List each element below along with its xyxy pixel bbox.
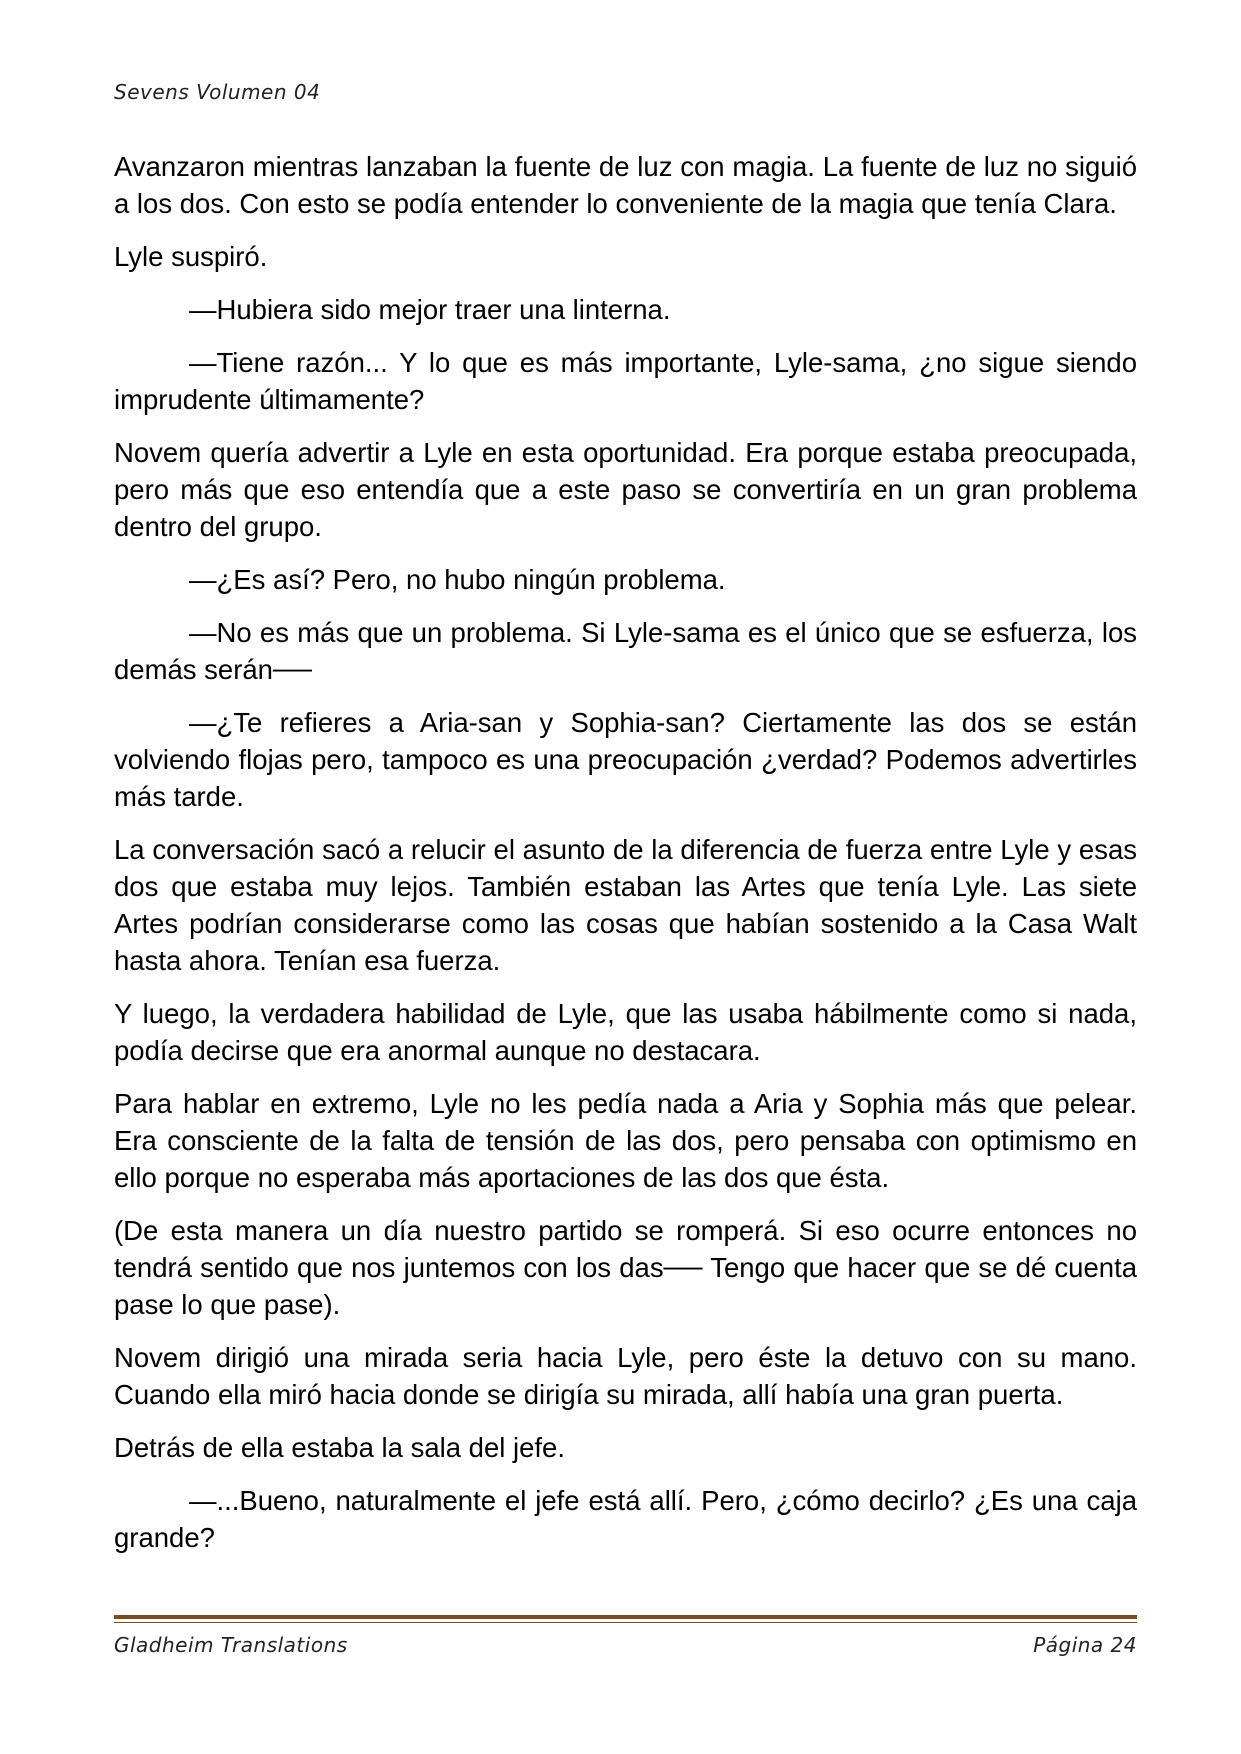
dialog-line-4: —No es más que un problema. Si Lyle-sama es el único que se esfuerza, los demás serán── — [114, 617, 1137, 685]
paragraph-9: Detrás de ella estaba la sala del jefe. — [114, 1432, 565, 1463]
dialog-line-3: —¿Es así? Pero, no hubo ningún problema. — [189, 564, 726, 595]
dialog-line-1: —Hubiera sido mejor traer una linterna. — [189, 294, 671, 325]
footer-divider-thick — [114, 1615, 1137, 1619]
paragraph-1: Avanzaron mientras lanzaban la fuente de luz con magia. La fuente de luz no siguió a los dos. Con esto se podía entender lo conveniente de la magia que tenía Clara. — [114, 151, 1137, 219]
paragraph-6: Para hablar en extremo, Lyle no les pedía nada a Aria y Sophia más que pelear. Era consciente de la falta de tensión de las dos, pero pensaba con optimismo en ello porque no esperaba más aportaciones de las dos que ésta. — [114, 1088, 1137, 1193]
page-header-title: Sevens Volumen 04 — [114, 80, 321, 104]
paragraph-5: Y luego, la verdadera habilidad de Lyle, que las usaba hábilmente como si nada, podía decirse que era anormal aunque no destacara. — [114, 998, 1137, 1066]
paragraph-8: Novem dirigió una mirada seria hacia Lyle, pero éste la detuvo con su mano. Cuando ella miró hacia donde se dirigía su mirada, allí había una gran puerta. — [114, 1342, 1137, 1410]
footer-translator-credit: Gladheim Translations — [114, 1633, 348, 1657]
paragraph-2: Lyle suspiró. — [114, 241, 268, 272]
footer-divider-thin — [114, 1622, 1137, 1623]
page-body — [114, 148, 1137, 1572]
paragraph-7: (De esta manera un día nuestro partido se romperá. Si eso ocurre entonces no tendrá sentido que nos juntemos con los das── Tengo que hacer que se dé cuenta pase lo que pase). — [114, 1215, 1137, 1320]
footer-page-number: Página 24 — [1033, 1633, 1137, 1657]
paragraph-3: Novem quería advertir a Lyle en esta oportunidad. Era porque estaba preocupada, pero más que eso entendía que a este paso se convertiría en un gran problema dentro del grupo. — [114, 437, 1137, 542]
dialog-line-5: —¿Te refieres a Aria-san y Sophia-san? Ciertamente las dos se están volviendo flojas pero, tampoco es una preocupación ¿verdad? Podemos advertirles más tarde. — [114, 707, 1137, 812]
dialog-line-2: —Tiene razón... Y lo que es más importante, Lyle-sama, ¿no sigue siendo imprudente últimamente? — [114, 347, 1137, 415]
paragraph-4: La conversación sacó a relucir el asunto de la diferencia de fuerza entre Lyle y esas dos que estaba muy lejos. También estaban las Artes que tenía Lyle. Las siete Artes podrían considerarse como las cosas que habían sostenido a la Casa Walt hasta ahora. Tenían esa fuerza. — [114, 834, 1137, 976]
dialog-line-6: —...Bueno, naturalmente el jefe está allí. Pero, ¿cómo decirlo? ¿Es una caja grande? — [114, 1485, 1137, 1553]
